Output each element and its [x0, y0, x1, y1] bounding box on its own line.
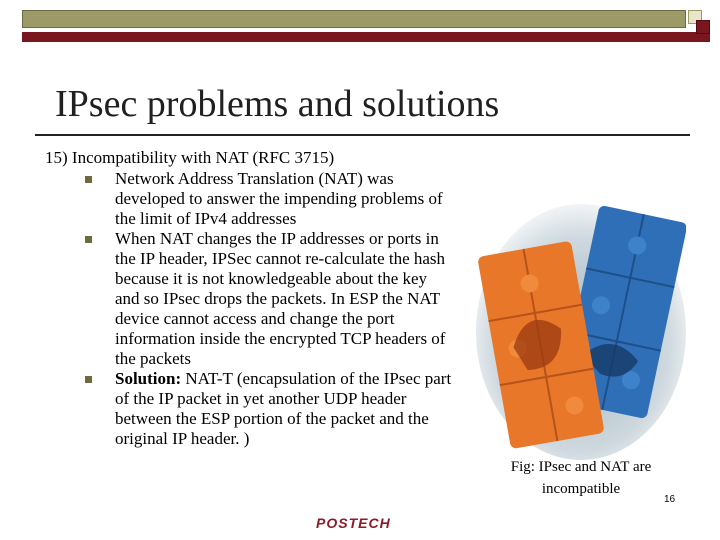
bullet-list: [45, 169, 465, 449]
bullet-item: [45, 229, 455, 369]
bullet-bold: Solution:: [115, 369, 182, 388]
puzzle-illustration: [473, 192, 686, 460]
bullet-text: When NAT changes the IP addresses or ports in the IP header, IPSec cannot re-calculate the hash because it is not knowledgeable about the key and so IPsec drops the packets. In ESP the NAT device cannot access and change the port information inside the encrypted TCP headers of the packets: [115, 229, 446, 368]
title-divider: [35, 134, 690, 136]
page-number: 16: [664, 494, 676, 505]
square-bullet-icon: [85, 236, 92, 243]
caption-line-1: Fig: IPsec and NAT are: [510, 459, 652, 475]
top-decoration-bar: [22, 10, 710, 40]
square-bullet-icon: [85, 176, 92, 183]
slide-title: IPsec problems and solutions: [55, 83, 500, 125]
bullet-text: Network Address Translation (NAT) was developed to answer the impending problems of the limit of IPv4 addresses: [115, 169, 443, 228]
postech-logo: POSTECH: [316, 515, 391, 531]
bullet-item: [45, 169, 455, 229]
caption-line-2: incompatible: [541, 481, 621, 497]
bullet-item: [45, 369, 455, 449]
slide-content: [45, 148, 465, 449]
figure-caption: [470, 456, 692, 500]
red-bar: [22, 32, 710, 42]
section-heading: 15) Incompatibility with NAT (RFC 3715): [45, 148, 335, 167]
olive-bar: [22, 10, 686, 28]
square-bullet-icon: [85, 376, 92, 383]
bullet-text: NAT-T (encapsulation of the IPsec part of the IP packet in yet another UDP header between the ESP portion of the packet and the original IP header. ): [115, 369, 452, 448]
corner-square-red: [696, 20, 710, 34]
